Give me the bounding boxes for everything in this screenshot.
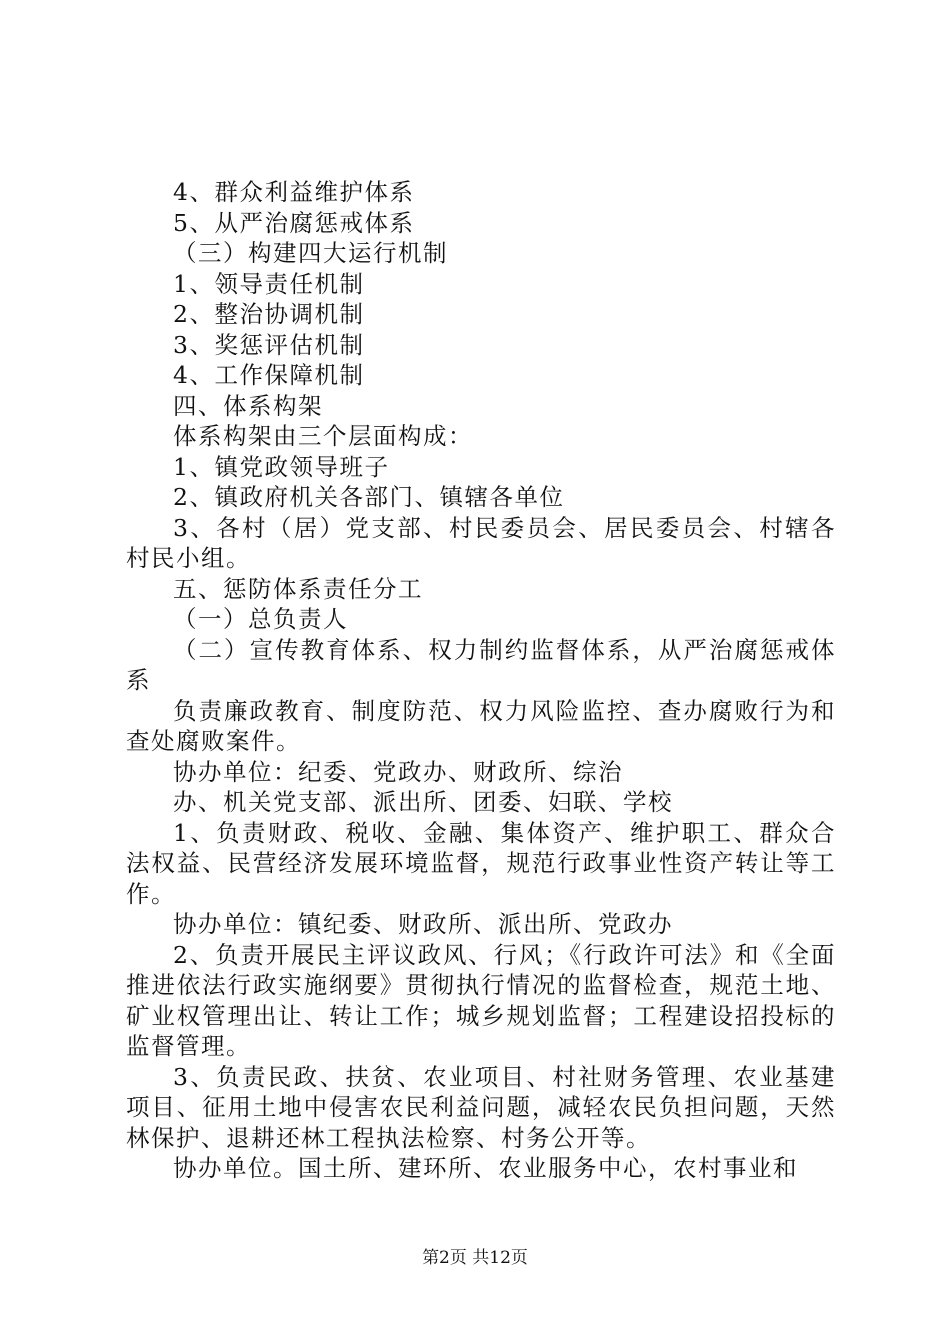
section-heading: 四、体系构架 — [173, 391, 323, 420]
paragraph: 3、奖惩评估机制 — [173, 330, 365, 359]
paragraph: 2、镇政府机关各部门、镇辖各单位 — [173, 483, 565, 511]
paragraph: 4、工作保障机制 — [173, 361, 365, 389]
paragraph: 协办单位：纪委、党政办、财政所、综治 — [173, 757, 623, 786]
paragraph: 协办单位：镇纪委、财政所、派出所、党政办 — [173, 910, 673, 938]
paragraph: （二）宣传教育体系、权力制约监督体系，从严治腐惩戒体系 — [126, 635, 836, 694]
section-heading: 五、惩防体系责任分工 — [173, 574, 423, 603]
paragraph: 1、负责财政、税收、金融、集体资产、维护职工、群众合法权益、民营经济发展环境监督，规范行政事业性资产转让等工作。 — [126, 818, 836, 908]
document-body — [126, 177, 836, 1184]
paragraph: 2、负责开展民主评议政风、行风；《行政许可法》和《全面推进依法行政实施纲要》贯彻执行情况的监督检查，规范土地、矿业权管理出让、转让工作；城乡规划监督；工程建设招投标的监督管理。 — [126, 940, 836, 1060]
section-heading: （三）构建四大运行机制 — [173, 239, 448, 267]
paragraph: 1、镇党政领导班子 — [173, 452, 390, 481]
paragraph: 3、负责民政、扶贫、农业项目、村社财务管理、农业基建项目、征用土地中侵害农民利益问题，减轻农民负担问题，天然林保护、退耕还林工程执法检察、村务公开等。 — [126, 1062, 836, 1152]
paragraph: 3、各村（居）党支部、村民委员会、居民委员会、村辖各村民小组。 — [126, 513, 836, 572]
paragraph: 4、群众利益维护体系 — [173, 178, 415, 206]
paragraph: 2、整治协调机制 — [173, 300, 365, 328]
paragraph: 办、机关党支部、派出所、团委、妇联、学校 — [173, 788, 673, 816]
paragraph: 协办单位。国土所、建环所、农业服务中心，农村事业和 — [173, 1154, 798, 1182]
paragraph: 负责廉政教育、制度防范、权力风险监控、查办腐败行为和查处腐败案件。 — [126, 696, 836, 755]
paragraph: 体系构架由三个层面构成： — [173, 422, 473, 450]
paragraph: 1、领导责任机制 — [173, 269, 365, 298]
paragraph: 5、从严治腐惩戒体系 — [173, 208, 415, 237]
page-number-footer: 第2页 共12页 — [422, 1248, 528, 1268]
paragraph: （一）总负责人 — [173, 605, 348, 633]
